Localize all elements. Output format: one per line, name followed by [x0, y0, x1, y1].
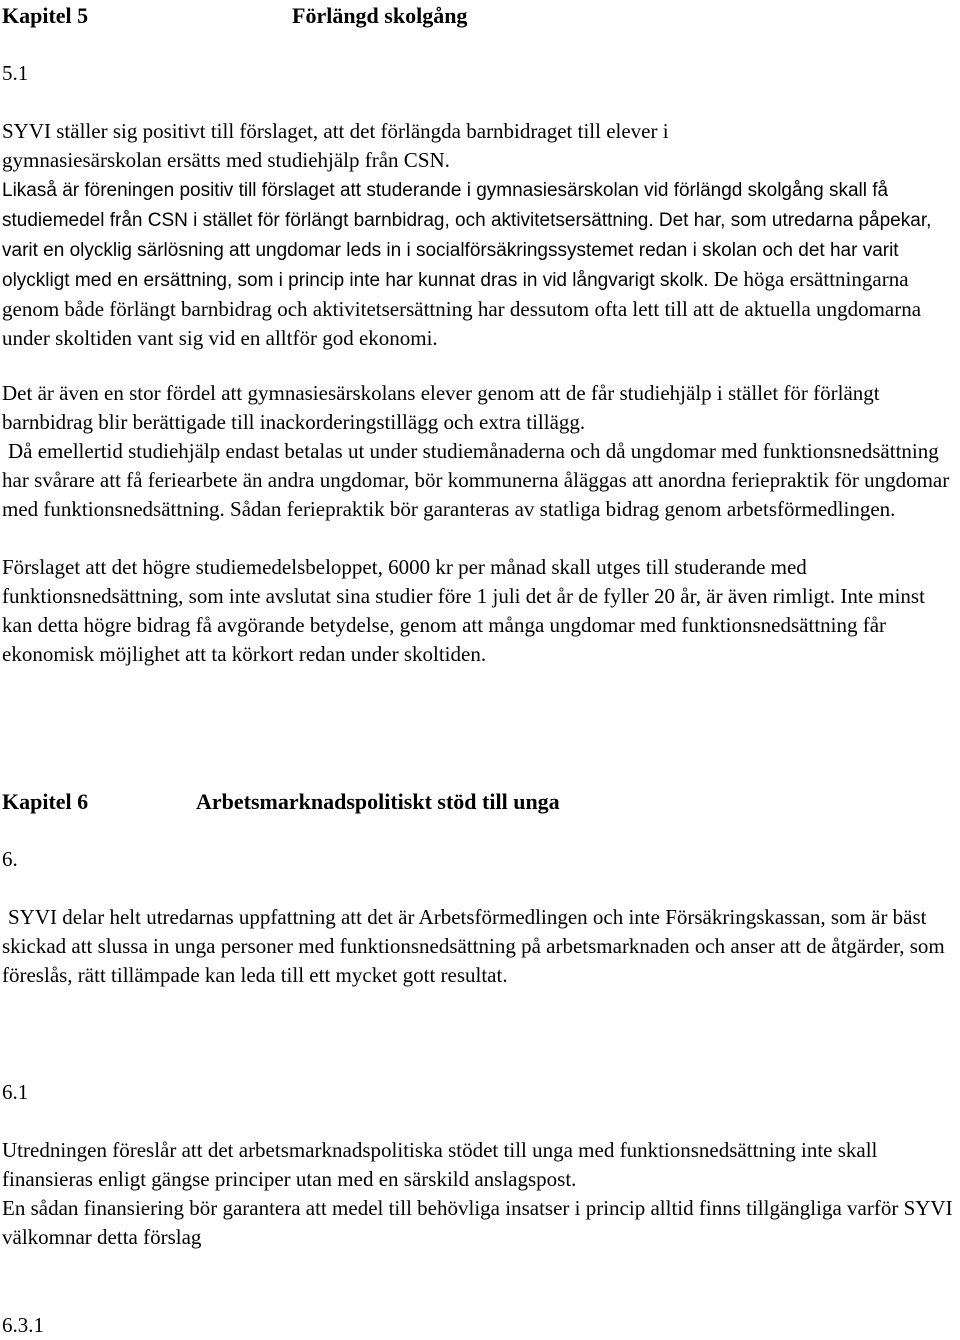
chapter-5-paragraph-2-serif: De höga ersättningarna genom både förlängt barnbidrag och aktivitetsersättning har dessutom ofta lett till att de aktuella ungdomarna under skoltiden vant sig vid en alltför god ekonomi. — [2, 267, 922, 350]
chapter-6-paragraph-1-text: SYVI delar helt utredarnas uppfattning att det är Arbetsförmedlingen och inte Försäkringskassan, som är bäst skickad att slussa in unga personer med funktionsnedsättning på arbetsmarknaden och anser att de åtgärder, som föreslås, rätt tillämpade kan leda till ett mycket gott resultat. — [2, 905, 945, 987]
chapter-5-paragraph-2 — [2, 175, 960, 353]
chapter-5-paragraph-4 — [2, 437, 960, 524]
chapter-5-paragraph-2-sans: Likaså är föreningen positiv till förslaget att studerande i gymnasiesärskolan vid förlängd skolgång skall få studiemedel från CSN i stället för förlängt barnbidrag, och aktivitetsersättning. Det har, som utredarna påpekar, varit en olycklig särlösning att ungdomar leds in i socialförsäkringssystemet redan i skolan och det har varit olyckligt med en ersättning, som i princip inte har kunnat dras in vid långvarigt skolk. — [2, 180, 932, 291]
chapter-5-paragraph-1: SYVI ställer sig positivt till förslaget, att det förlängda barnbidraget till elever i gymnasiesärskolan ersätts med studiehjälp från CSN. — [2, 119, 669, 172]
chapter-6-title: Arbetsmarknadspolitiskt stöd till unga — [196, 789, 560, 814]
chapter-6-label: Kapitel 6 — [2, 789, 89, 814]
section-6-number: 6. — [2, 847, 18, 871]
chapter-6-paragraph-3: En sådan finansiering bör garantera att medel till behövliga insatser i princip alltid finns tillgängliga varför SYVI välkomnar detta förslag — [2, 1196, 953, 1249]
section-6-1-number: 6.1 — [2, 1080, 29, 1104]
chapter-6-paragraph-1 — [2, 903, 960, 990]
chapter-5-paragraph-3: Det är även en stor fördel att gymnasiesärskolans elever genom att de får studiehjälp i stället för förlängt barnbidrag blir berättigade till inackorderingstillägg och extra tillägg. — [2, 381, 880, 434]
chapter-5-paragraph-5: Förslaget att det högre studiemedelsbeloppet, 6000 kr per månad skall utges till studerande med funktionsnedsättning, som inte avslutat sina studier före 1 juli det år de fyller 20 år, är även rimligt. Inte minst kan detta högre bidrag få avgörande betydelse, genom att många ungdomar med funktionsnedsättning får ekonomisk möjlighet att ta körkort redan under skoltiden. — [2, 555, 925, 666]
chapter-5-paragraph-4-text: Då emellertid studiehjälp endast betalas ut under studiemånaderna och då ungdomar med funktionsnedsättning har svårare att få feriearbete än andra ungdomar, bör kommunerna åläggas att anordna feriepraktik för ungdomar med funktionsnedsättning. Sådan feriepraktik bör garanteras av statliga bidrag genom arbetsförmedlingen. — [2, 439, 950, 521]
section-5-1-number: 5.1 — [2, 61, 29, 85]
section-6-3-1-number: 6.3.1 — [2, 1313, 44, 1337]
chapter-5-title: Förlängd skolgång — [292, 3, 468, 28]
chapter-6-paragraph-2: Utredningen föreslår att det arbetsmarknadspolitiska stödet till unga med funktionsnedsättning inte skall finansieras enligt gängse principer utan med en särskild anslagspost. — [2, 1138, 878, 1191]
chapter-5-label: Kapitel 5 — [2, 3, 89, 28]
